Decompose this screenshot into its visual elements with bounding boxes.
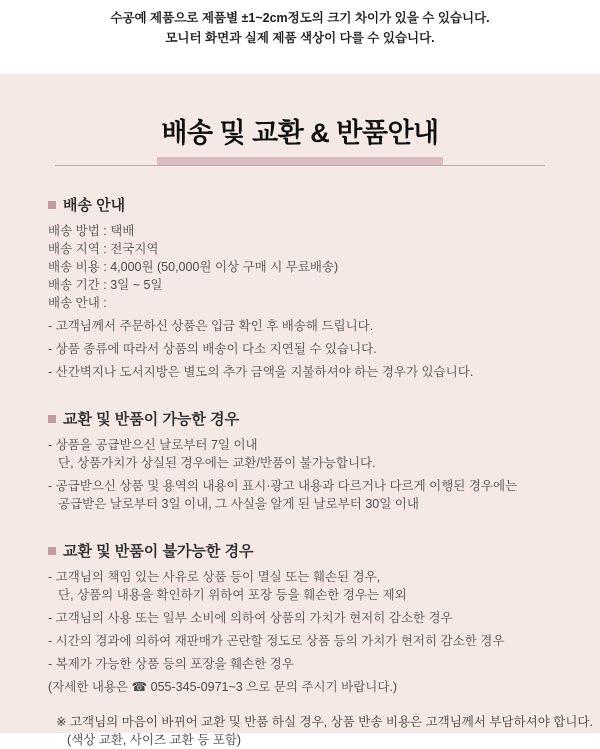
phone-icon: ☎ [131,680,148,694]
square-bullet-icon [48,547,56,555]
section-exchange-possible [0,410,600,513]
shipping-info-panel [0,74,600,747]
policy-line: - 고객님의 책임 있는 사유로 상품 등이 멸실 또는 훼손된 경우, [48,570,381,584]
section-heading-shipping [48,196,564,215]
disclaimer-line-2: 모니터 화면과 실제 제품 색상이 다를 수 있습니다. [165,31,435,45]
return-cost-note [0,713,600,749]
disclaimer-line-1: 수공예 제품으로 제품별 ±1~2cm정도의 크기 차이가 있을 수 있습니다. [110,11,490,25]
square-bullet-icon [48,201,56,209]
policy-line: 단, 상품의 내용을 확인하기 위하여 포장 등을 훼손한 경우는 제외 [58,588,407,602]
section-heading-label: 교환 및 반품이 가능한 경우 [63,411,240,428]
section-shipping-guide [0,196,600,381]
section-heading-exchange-possible [48,410,564,429]
contact-note [48,678,564,696]
policy-line: - 상품 종류에 따라서 상품의 배송이 다소 지연될 수 있습니다. [48,342,377,356]
policy-line: - 시간의 경과에 의하여 재판매가 곤란할 정도로 상품 등의 가치가 현저히 감소한 경우 [48,634,505,648]
contact-note-prefix: (자세한 내용은 [48,680,129,694]
section-heading-label: 배송 안내 [63,197,126,214]
section-exchange-impossible [0,542,600,696]
policy-line: 배송 비용 : 4,000원 (50,000원 이상 구매 시 무료배송) [48,260,339,274]
title-underline [0,157,600,166]
policy-line: - 상품을 공급받으신 날로부터 7일 이내 [48,438,258,452]
section-heading-label: 교환 및 반품이 불가능한 경우 [63,543,254,560]
square-bullet-icon [48,415,56,423]
policy-line: 배송 지역 : 전국지역 [48,242,159,256]
policy-line: - 공급받으신 상품 및 용역의 내용이 표시·광고 내용과 다르거나 다르게 이행된 경우에는 [48,479,518,493]
return-cost-line-2: (색상 교환, 사이즈 교환 등 포함) [67,733,242,747]
return-cost-line-1: ※ 고객님의 마음이 바뀌어 교환 및 반품 하실 경우, 상품 반송 비용은 고객님께서 부담하셔야 합니다. [56,715,593,729]
policy-line: 단, 상품가치가 상실된 경우에는 교환/반품이 불가능합니다. [58,456,376,470]
title-divider-line [55,165,545,166]
policy-line: - 고객님께서 주문하신 상품은 입금 확인 후 배송해 드립니다. [48,319,374,333]
product-disclaimer [0,0,600,74]
policy-line: - 복제가 가능한 상품 등의 포장을 훼손한 경우 [48,657,294,671]
policy-line: 배송 기간 : 3일 ~ 5일 [48,278,163,292]
policy-line: 배송 안내 : [48,296,107,310]
title-accent-bar [157,157,443,165]
policy-line: 배송 방법 : 택배 [48,224,135,238]
policy-line: - 고객님의 사용 또는 일부 소비에 의하여 상품의 가치가 현저히 감소한 경우 [48,611,453,625]
policy-line: - 산간벽지나 도서지방은 별도의 추가 금액을 지불하셔야 하는 경우가 있습니다. [48,365,474,379]
policy-line: 공급받은 날로부터 3일 이내, 그 사실을 알게 된 날로부터 30일 이내 [58,497,419,511]
page-title: 배송 및 교환 & 반품안내 [161,118,439,148]
section-heading-exchange-impossible [48,542,564,561]
contact-note-suffix: 055-345-0971~3 으로 문의 주시기 바랍니다.) [150,680,398,694]
